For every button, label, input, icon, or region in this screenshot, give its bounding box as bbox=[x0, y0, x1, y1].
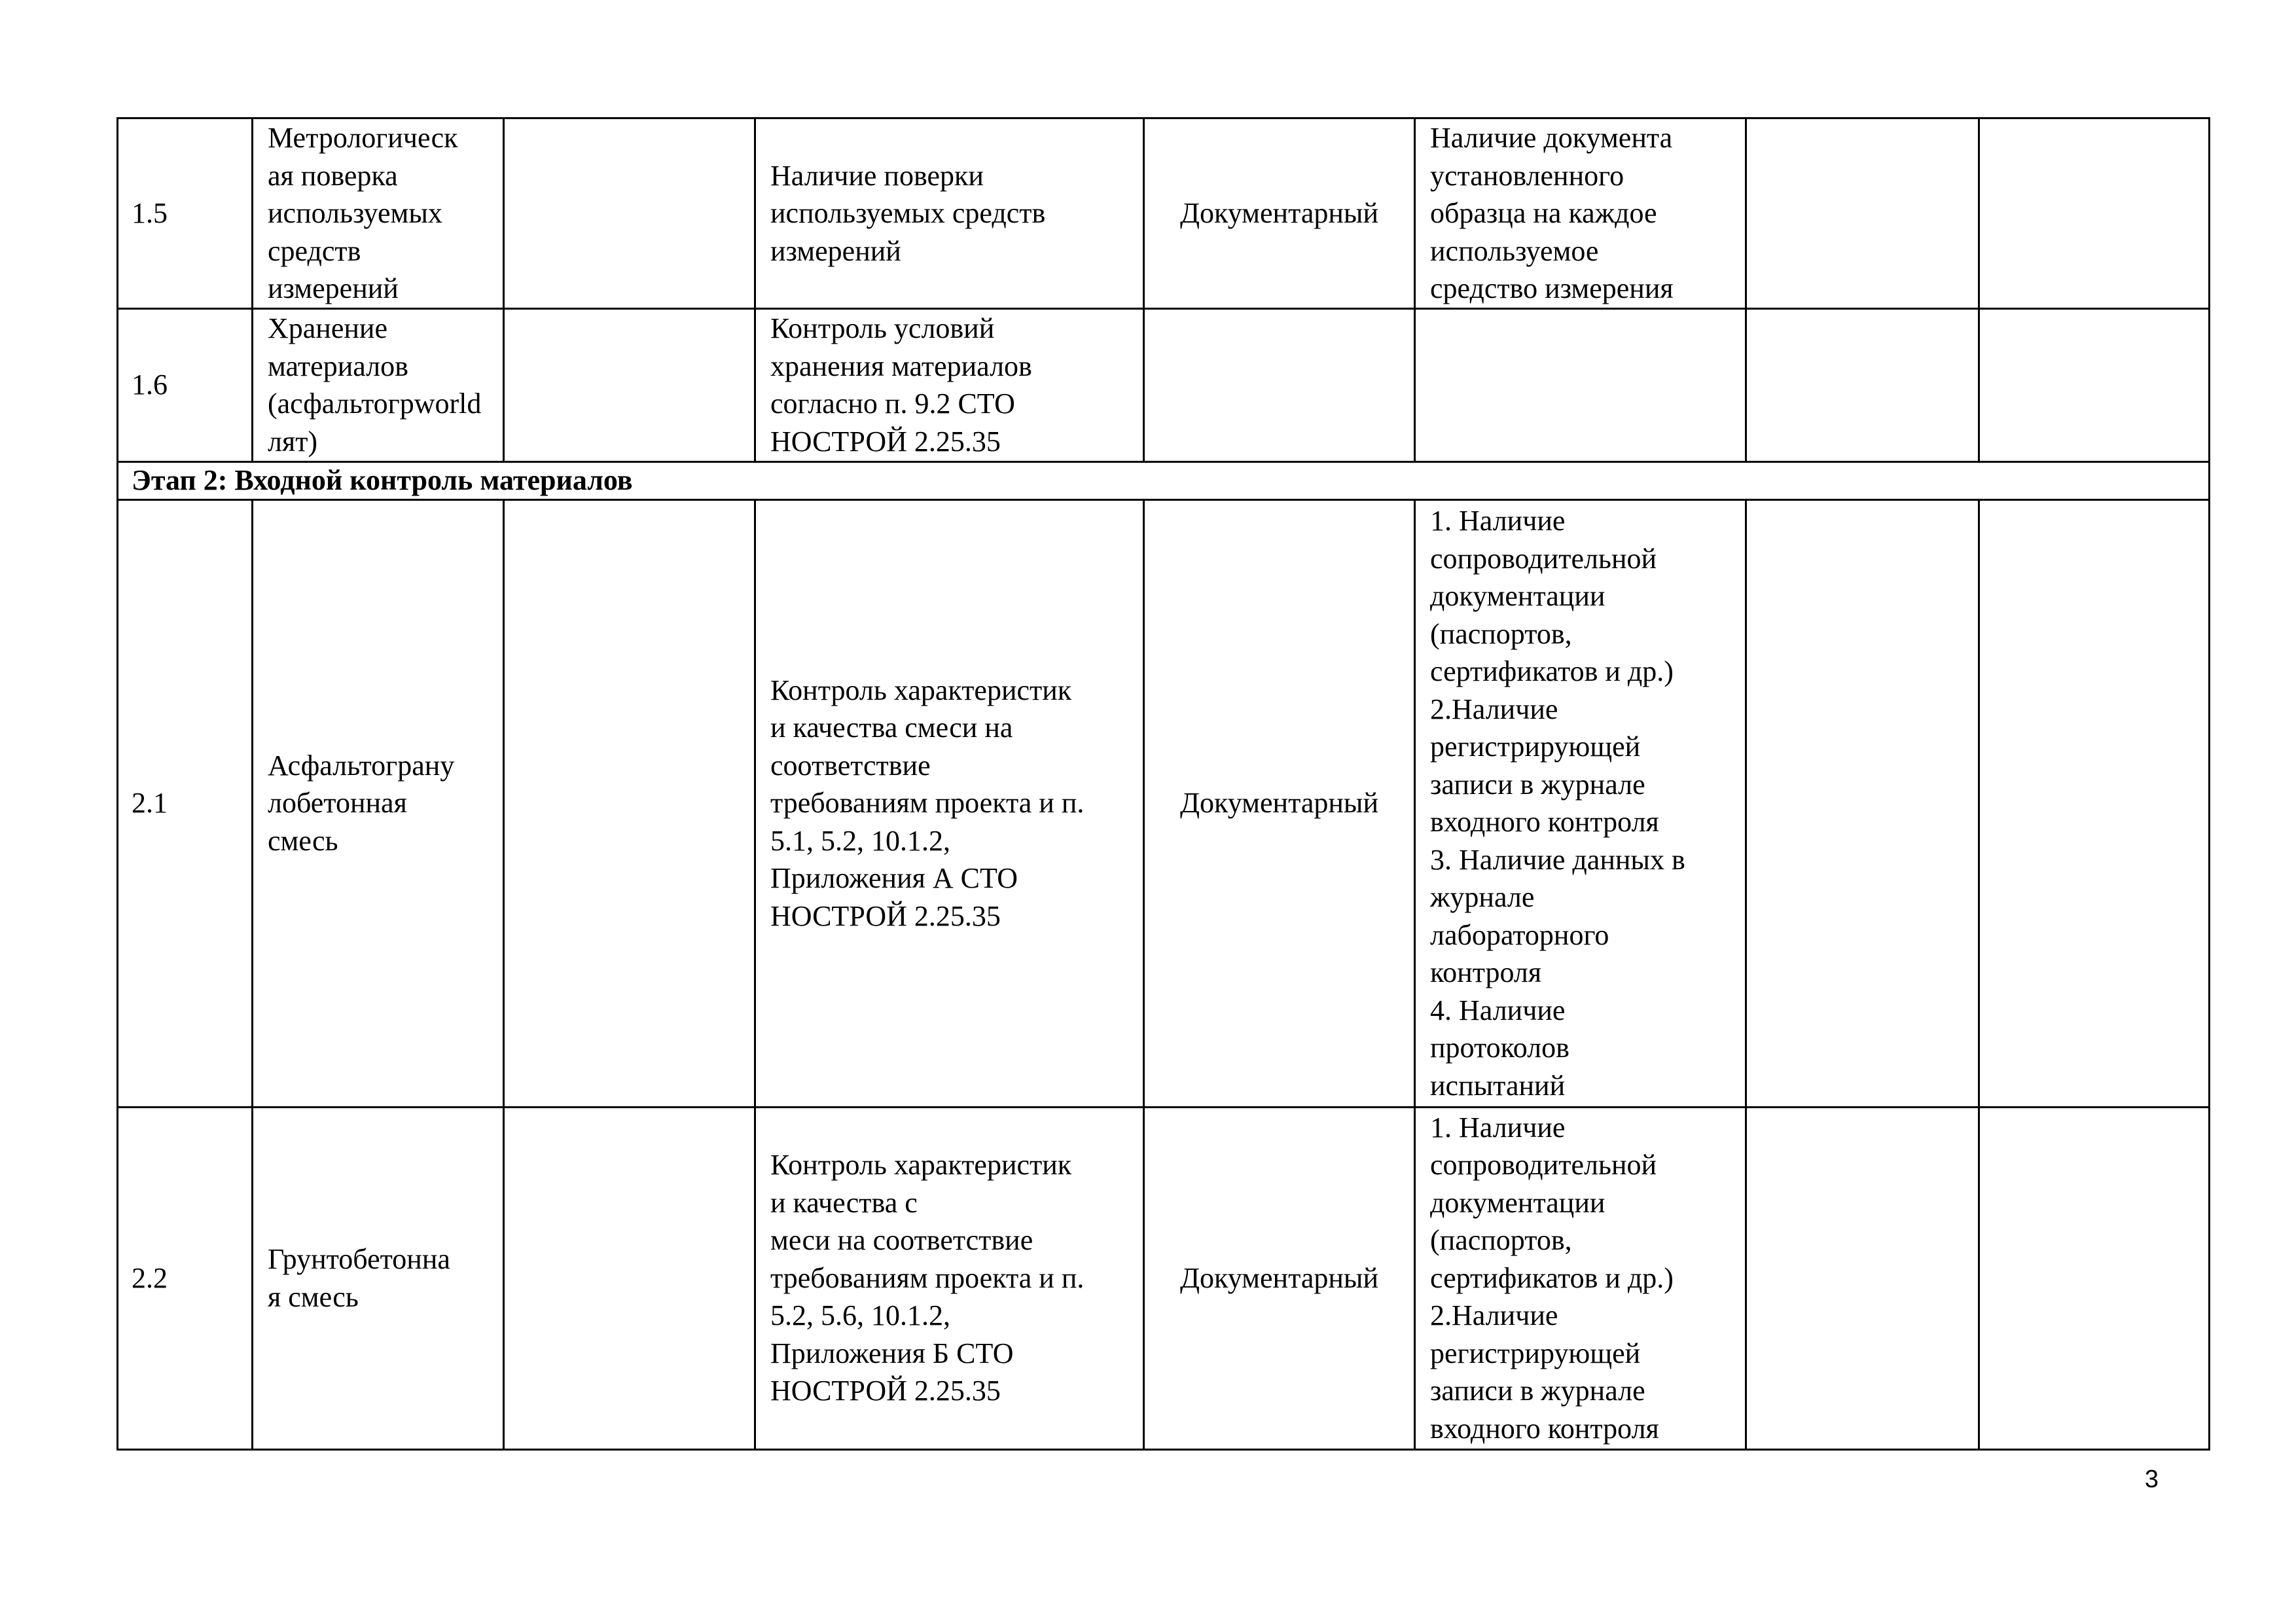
row-result: 1. Наличие сопроводительной документации (паспортов, сертификатов и др.) 2.Наличие регистрирующей записи в журнале входного контроля bbox=[1415, 1107, 1746, 1449]
table-row bbox=[118, 499, 2210, 1107]
row-number: 1.6 bbox=[118, 308, 253, 461]
row-result bbox=[1415, 308, 1746, 461]
row-result: 1. Наличие сопроводительной документации (паспортов, сертификатов и др.) 2.Наличие регистрирующей записи в журнале входного контроля 3. Наличие данных в журнале лабораторного контроля 4. Наличие протоколов испытаний bbox=[1415, 499, 1746, 1107]
table-row bbox=[118, 118, 2210, 309]
table-row bbox=[118, 308, 2210, 461]
row-control: Контроль характеристик и качества смеси на соответствие требованиям проекта и п. 5.1, 5.2, 10.1.2, Приложения А СТО НОСТРОЙ 2.25.35 bbox=[755, 499, 1144, 1107]
row-col3 bbox=[504, 499, 755, 1107]
page-number: 3 bbox=[2144, 1466, 2159, 1493]
row-number: 1.5 bbox=[118, 118, 253, 309]
row-col3 bbox=[504, 118, 755, 309]
row-col7 bbox=[1746, 1107, 1979, 1449]
row-name: Хранение материалов (асфальтогрworld лят) bbox=[253, 308, 504, 461]
row-col7 bbox=[1746, 499, 1979, 1107]
stage-title: Этап 2: Входной контроль материалов bbox=[118, 461, 2210, 499]
row-col8 bbox=[1979, 118, 2210, 309]
control-table bbox=[117, 117, 2210, 1451]
row-col3 bbox=[504, 1107, 755, 1449]
row-control: Контроль характеристик и качества с меси на соответствие требованиям проекта и п. 5.2, 5.6, 10.1.2, Приложения Б СТО НОСТРОЙ 2.25.35 bbox=[755, 1107, 1144, 1449]
row-col8 bbox=[1979, 1107, 2210, 1449]
table-row bbox=[118, 1107, 2210, 1449]
row-control: Контроль условий хранения материалов согласно п. 9.2 СТО НОСТРОЙ 2.25.35 bbox=[755, 308, 1144, 461]
row-method bbox=[1144, 308, 1415, 461]
row-name: Асфальтограну лобетонная смесь bbox=[253, 499, 504, 1107]
row-col7 bbox=[1746, 118, 1979, 309]
row-col3 bbox=[504, 308, 755, 461]
row-name: Грунтобетонна я смесь bbox=[253, 1107, 504, 1449]
row-col8 bbox=[1979, 308, 2210, 461]
row-number: 2.2 bbox=[118, 1107, 253, 1449]
row-control: Наличие поверки используемых средств измерений bbox=[755, 118, 1144, 309]
row-method: Документарный bbox=[1144, 499, 1415, 1107]
row-name: Метрологическ ая поверка используемых средств измерений bbox=[253, 118, 504, 309]
row-method: Документарный bbox=[1144, 118, 1415, 309]
row-method: Документарный bbox=[1144, 1107, 1415, 1449]
stage-header-row bbox=[118, 461, 2210, 499]
row-col7 bbox=[1746, 308, 1979, 461]
row-number: 2.1 bbox=[118, 499, 253, 1107]
row-result: Наличие документа установленного образца на каждое используемое средство измерения bbox=[1415, 118, 1746, 309]
row-col8 bbox=[1979, 499, 2210, 1107]
